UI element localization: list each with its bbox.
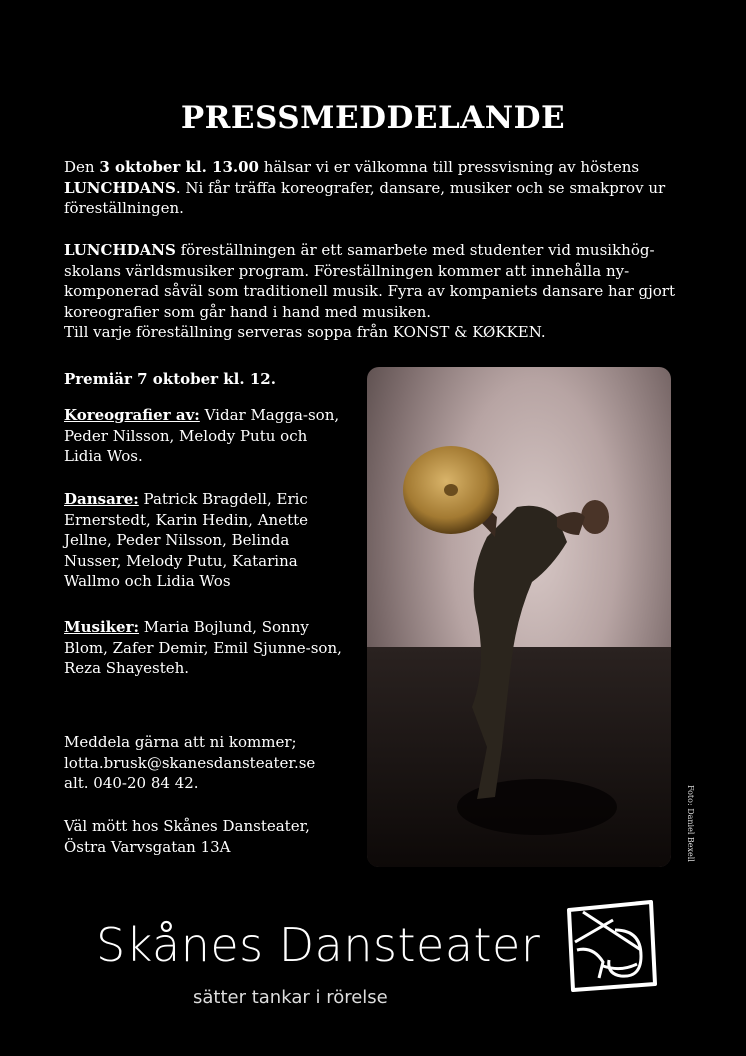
about-text-2: Till varje föreställning serveras soppa från KONST & KØKKEN. [64, 323, 546, 341]
brand-name: Skånes Dansteater [96, 918, 541, 972]
about-text-1: föreställningen är ett samarbete med studenter vid musikhög-skolans världsmusiker program. Föreställningen kommer att innehålla ny-komponerad såväl som traditionell musik. Fyra av kompaniets dansare har gjort koreografier som går hand i hand med musiken. [64, 241, 675, 321]
choreographers-label: Koreografier av: [64, 406, 200, 424]
welcome-line-1: Väl mött hos Skånes Dansteater, [64, 817, 310, 835]
intro-show-name: LUNCHDANS [64, 178, 176, 197]
brand-tagline: sätter tankar i rörelse [193, 987, 388, 1008]
musicians-text: Maria Bojlund, Sonny Blom, Zafer Demir, Emil Sjunne-son, Reza Shayesteh. [64, 618, 342, 677]
intro-text-1: Den [64, 158, 100, 176]
rsvp-block [64, 732, 344, 794]
dancer-photo [367, 367, 671, 867]
about-paragraph [64, 240, 684, 343]
premiere-line: Premiär 7 oktober kl. 12. [64, 370, 276, 388]
dancers-block [64, 489, 344, 592]
intro-text-2: hälsar vi er välkomna till pressvisning av höstens [259, 158, 640, 176]
dancers-label: Dansare: [64, 490, 139, 508]
rsvp-phone: alt. 040-20 84 42. [64, 774, 199, 792]
musicians-block [64, 617, 344, 679]
brand-logo-icon [563, 900, 659, 992]
intro-text-3: . Ni får träffa koreografer, dansare, musiker och se smakprov ur föreställningen. [64, 178, 666, 217]
rsvp-email[interactable]: lotta.brusk@skanesdansteater.se [64, 753, 316, 772]
rsvp-line-1: Meddela gärna att ni kommer; [64, 733, 297, 751]
welcome-block [64, 816, 344, 857]
about-show-name: LUNCHDANS [64, 241, 176, 259]
welcome-address: Östra Varvsgatan 13A [64, 837, 231, 856]
dancers-text: Patrick Bragdell, Eric Ernerstedt, Karin Hedin, Anette Jellne, Peder Nilsson, Belinda Nusser, Melody Putu, Katarina Wallmo och Lidia Wos [64, 490, 308, 590]
cymbal-center [444, 484, 458, 496]
photo-credit: Foto: Daniel Bexell [686, 785, 695, 862]
choreographers-text: Vidar Magga-son, Peder Nilsson, Melody Putu och Lidia Wos. [64, 406, 340, 465]
dancer-head [581, 500, 609, 534]
page-title: PRESSMEDDELANDE [180, 100, 566, 136]
choreographers-block [64, 405, 344, 467]
dancer-illustration [367, 367, 671, 867]
intro-date: 3 oktober kl. 13.00 [99, 158, 259, 176]
musicians-label: Musiker: [64, 618, 140, 636]
intro-paragraph [64, 157, 684, 219]
